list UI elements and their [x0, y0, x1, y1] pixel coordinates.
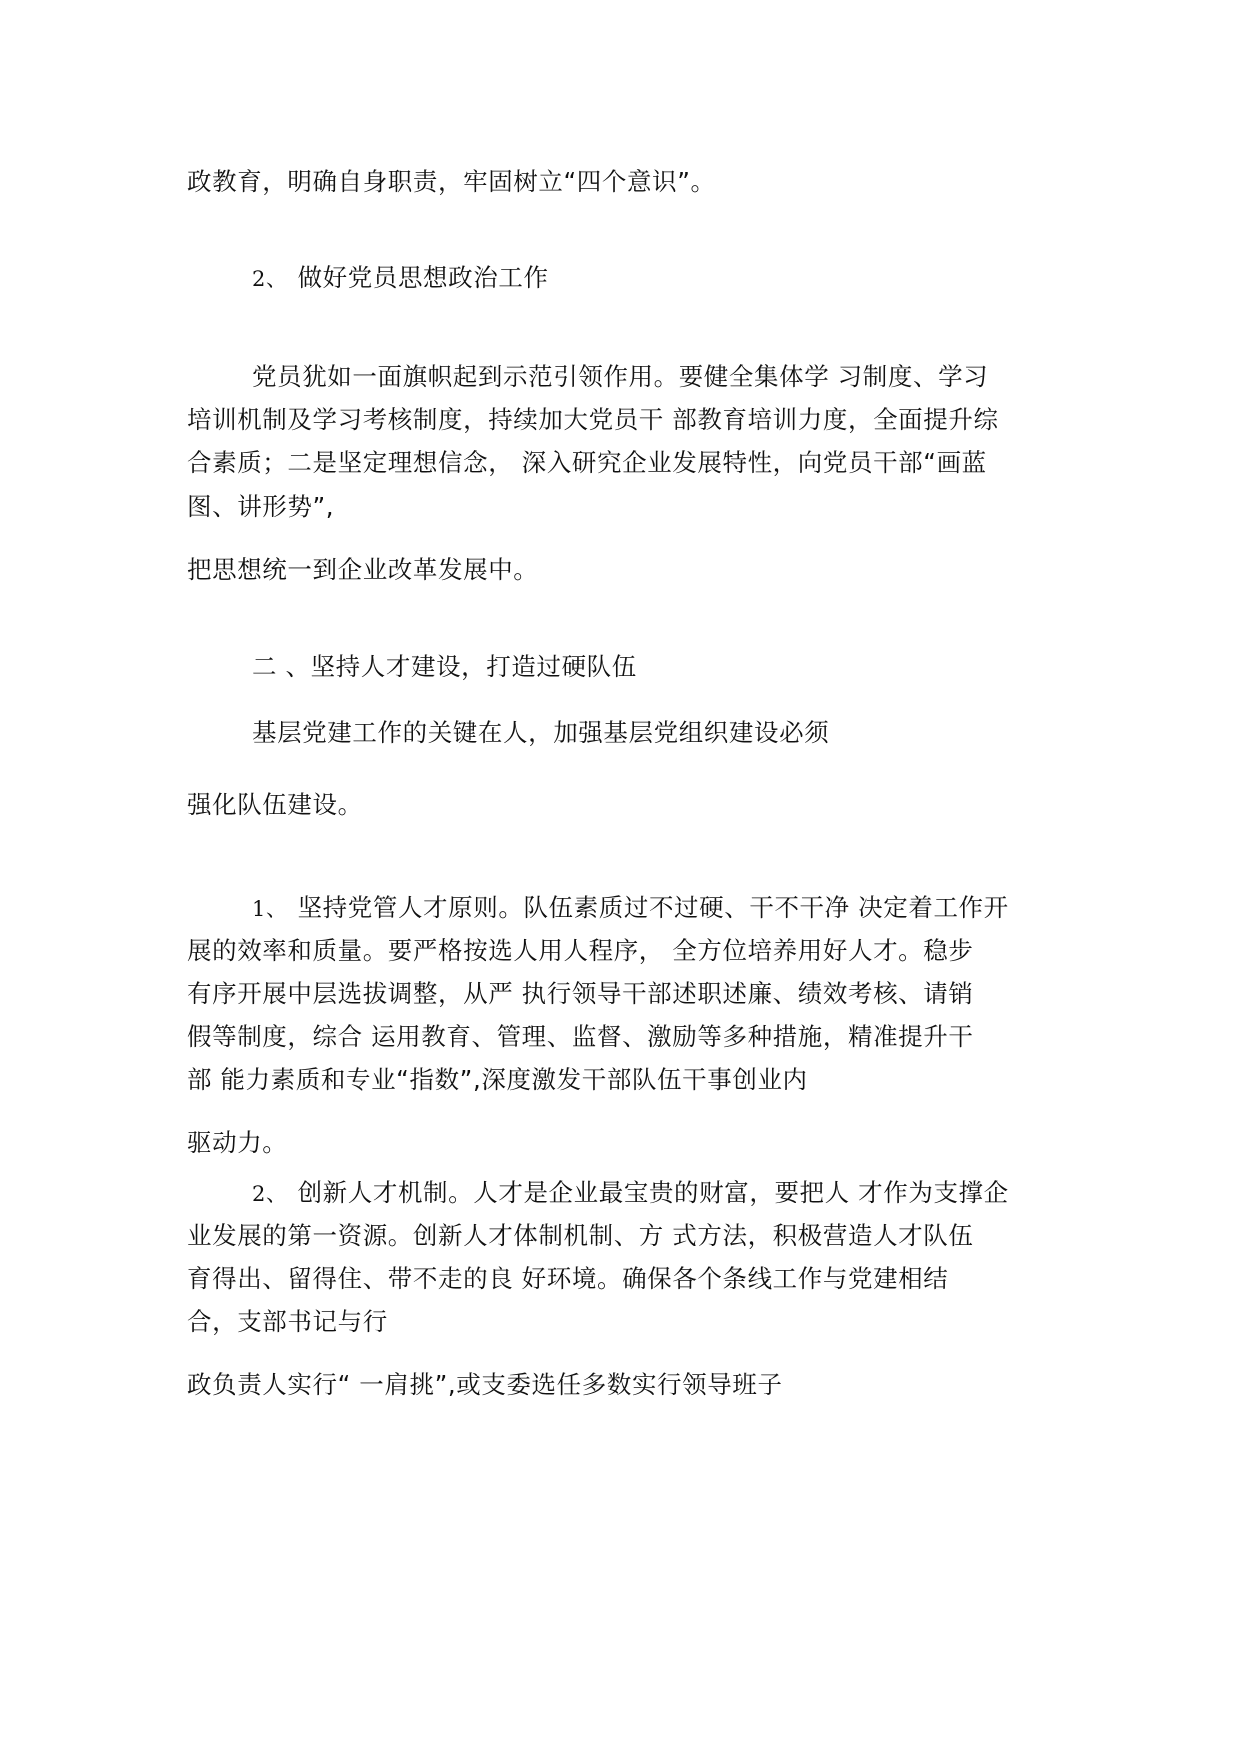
paragraph-line — [252, 893, 1009, 924]
paragraph-line: 把思想统一到企业改革发展中。 — [187, 555, 539, 584]
paragraph-line — [252, 1178, 1009, 1209]
paragraph-line: 图、讲形势”, — [187, 492, 335, 521]
paragraph-line: 政负责人实行“ 一肩挑”,或支委选任多数实行领导班子 — [187, 1370, 783, 1399]
paragraph-line: 合素质；二是坚定理想信念， 深入研究企业发展特性，向党员干部“画蓝 — [187, 448, 987, 477]
paragraph-line: 育得出、留得住、带不走的良 好环境。确保各个条线工作与党建相结 — [187, 1264, 949, 1293]
paragraph-line: 培训机制及学习考核制度，持续加大党员干 部教育培训力度，全面提升综 — [187, 405, 999, 434]
chapter-heading: 二 、坚持人才建设，打造过硬队伍 — [252, 652, 637, 681]
section-heading-text: 做好党员思想政治工作 — [297, 263, 549, 292]
paragraph-line: 强化队伍建设。 — [187, 790, 363, 819]
paragraph-line: 党员犹如一面旗帜起到示范引领作用。要健全集体学 习制度、学习 — [252, 362, 989, 391]
section-number: 2、 — [252, 267, 288, 291]
paragraph-line: 驱动力。 — [187, 1128, 288, 1157]
paragraph-line: 合，支部书记与行 — [187, 1307, 388, 1336]
paragraph-line: 有序开展中层选拔调整，从严 执行领导干部述职述廉、绩效考核、请销 — [187, 979, 974, 1008]
item-number: 1、 — [252, 897, 288, 921]
item-number: 2、 — [252, 1182, 288, 1206]
item-text: 坚持党管人才原则。队伍素质过不过硬、干不干净 决定着工作开 — [297, 893, 1009, 922]
paragraph-line: 政教育，明确自身职责，牢固树立“四个意识”。 — [187, 167, 716, 196]
paragraph-line: 业发展的第一资源。创新人才体制机制、方 式方法，积极营造人才队伍 — [187, 1221, 974, 1250]
item-text: 创新人才机制。人才是企业最宝贵的财富，要把人 才作为支撑企 — [297, 1178, 1009, 1207]
paragraph-line: 假等制度，综合 运用教育、管理、监督、激励等多种措施，精准提升干 — [187, 1022, 974, 1051]
section-heading — [252, 263, 549, 294]
paragraph-line: 基层党建工作的关键在人，加强基层党组织建设必须 — [252, 718, 830, 747]
paragraph-line: 部 能力素质和专业“指数”,深度激发干部队伍干事创业内 — [187, 1065, 808, 1094]
paragraph-line: 展的效率和质量。要严格按选人用人程序， 全方位培养用好人才。稳步 — [187, 936, 974, 965]
